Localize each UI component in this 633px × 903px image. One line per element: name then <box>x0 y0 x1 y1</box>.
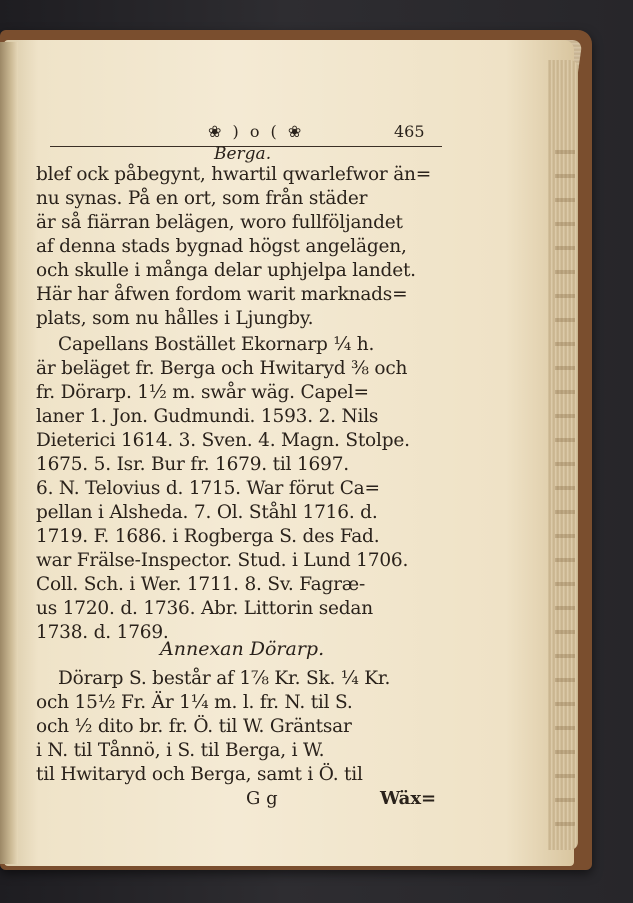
catchword: Wäx= <box>380 788 437 809</box>
text-line: blef ock påbegynt, hwartil qwarlefwor än= <box>36 164 432 185</box>
annex-heading: Annexan Dörarp. <box>160 638 325 660</box>
text-line: 1738. d. 1769. <box>36 622 169 643</box>
text-line: nu synas. På en ort, som från städer <box>36 188 368 209</box>
page-number: 465 <box>394 122 425 141</box>
signature-mark: G g <box>246 788 278 809</box>
text-line: laner 1. Jon. Gudmundi. 1593. 2. Nils <box>36 406 379 427</box>
text-line: us 1720. d. 1736. Abr. Littorin sedan <box>36 598 373 619</box>
text-line: Capellans Bostället Ekornarp ¼ h. <box>58 334 375 355</box>
text-line: och ½ dito br. fr. Ö. til W. Gräntsar <box>36 716 352 737</box>
running-header <box>168 122 458 144</box>
text-line: Coll. Sch. i Wer. 1711. 8. Sv. Fagræ- <box>36 574 366 595</box>
text-line: war Frälse-Inspector. Stud. i Lund 1706. <box>36 550 409 571</box>
page-gutter <box>0 42 18 864</box>
section-label: Berga. <box>214 144 272 164</box>
text-line: Dörarp S. består af 1⅞ Kr. Sk. ¼ Kr. <box>58 668 391 689</box>
text-line: til Hwitaryd och Berga, samt i Ö. til <box>36 764 363 785</box>
text-line: är beläget fr. Berga och Hwitaryd ⅜ och <box>36 358 408 379</box>
text-line: 6. N. Telovius d. 1715. War förut Ca= <box>36 478 380 499</box>
text-line: fr. Dörarp. 1½ m. swår wäg. Capel= <box>36 382 369 403</box>
text-line: 1675. 5. Isr. Bur fr. 1679. til 1697. <box>36 454 349 475</box>
text-line: Dieterici 1614. 3. Sven. 4. Magn. Stolpe. <box>36 430 410 451</box>
text-line: pellan i Alsheda. 7. Ol. Ståhl 1716. d. <box>36 502 378 523</box>
header-ornament: ❀ ) o ( ❀ <box>208 122 305 141</box>
text-line: af denna stads bygnad högst angelägen, <box>36 236 407 257</box>
fore-edge-stain <box>555 130 575 830</box>
text-line: Här har åfwen fordom warit marknads= <box>36 284 408 305</box>
page-content <box>18 70 548 860</box>
text-line: är så fiärran belägen, woro fullföljandet <box>36 212 403 233</box>
text-line: i N. til Tånnö, i S. til Berga, i W. <box>36 740 325 761</box>
text-line: och skulle i många delar uphjelpa landet. <box>36 260 416 281</box>
text-line: 1719. F. 1686. i Rogberga S. des Fad. <box>36 526 380 547</box>
text-line: plats, som nu hålles i Ljungby. <box>36 308 314 329</box>
text-line: och 15½ Fr. Är 1¼ m. l. fr. N. til S. <box>36 692 353 713</box>
